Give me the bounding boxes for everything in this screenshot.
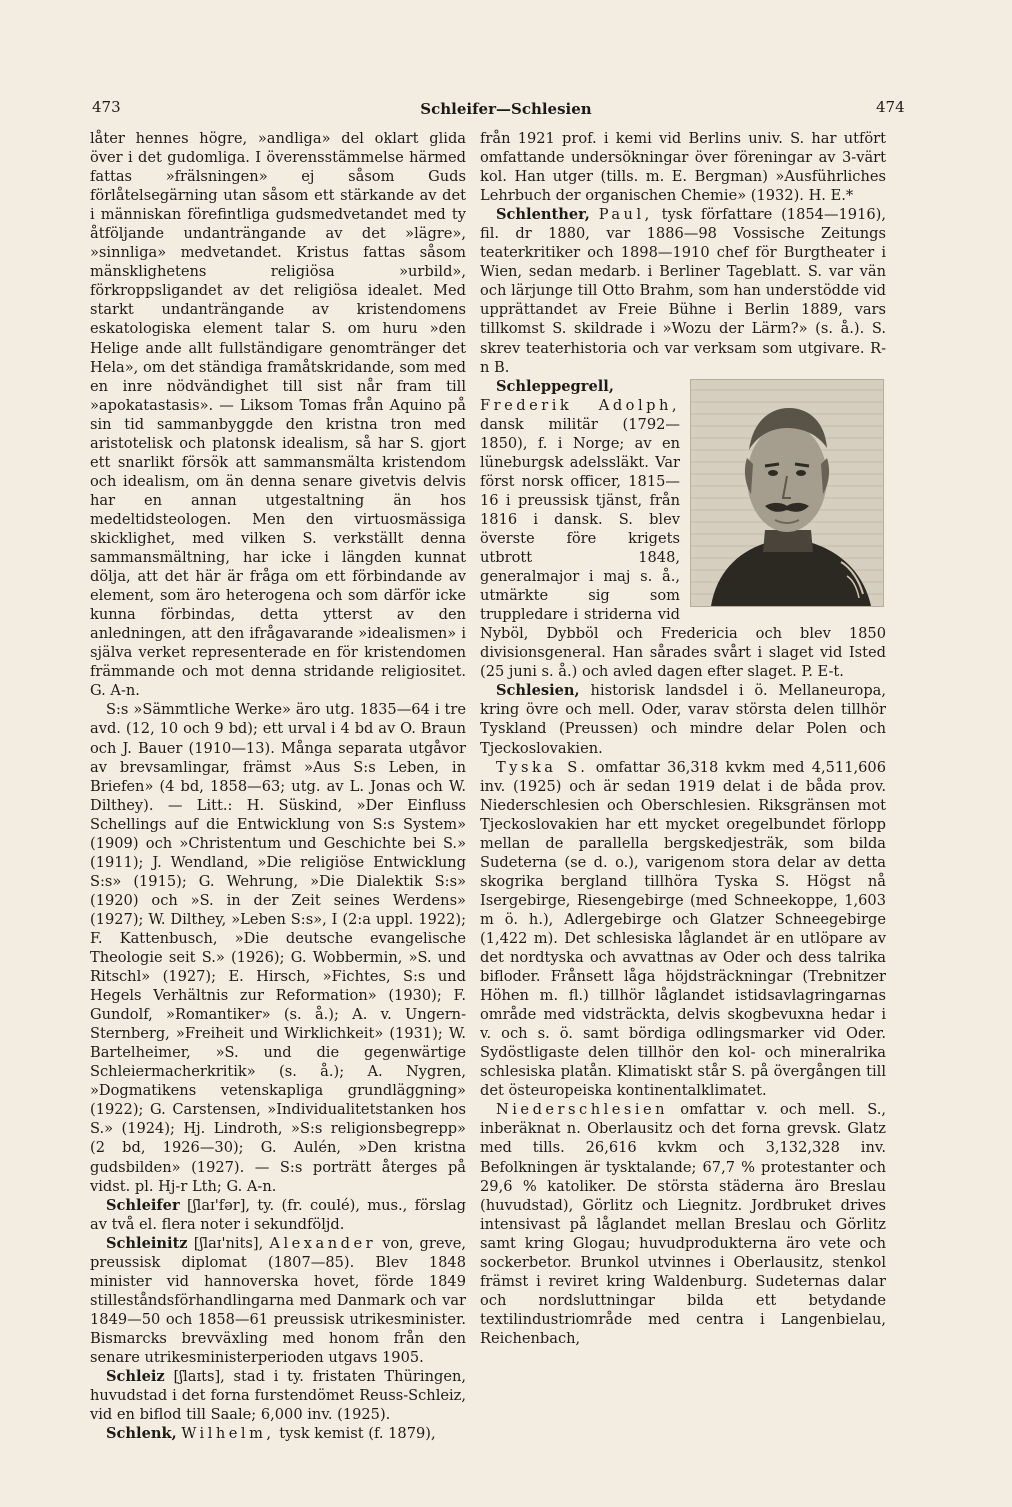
headword-schleiz: Schleiz [106, 1368, 165, 1386]
headword-schleinitz: Schleinitz [106, 1234, 188, 1252]
entry-schleinitz-body: von, greve, preussisk diplomat (1807—85). Blev 1848 minister vid hannoverska hovet, förde 1849 stilleståndsförhandlingarna med Danmark och var 1849—50 och 1858—61 preussisk utrikesminister. Bismarcks brevväxling med honom från den senare utrikesministerperioden utgavs 1905. [90, 1234, 467, 1366]
headword-schlenther: Schlenther, [496, 206, 590, 224]
tyska-body: omfattar 36,318 kvkm med 4,511,606 inv. (1925) och är sedan 1919 delat i de båda prov. Niederschlesien och Oberschlesien. Riksgränsen mot Tjeckoslovakien har ett mycket oregelbundet förlopp mellan de parallella bergskedjesträk, som bilda Sudeterna (se d. o.), varigenom stora delar av detta skogrika bergland tillhöra Tyska S. Högst nå Isergebirge, Riesengebirge (med Schneekoppe, 1,603 m ö. h.), Adlergebirge och Glatzer Schneegebirge (1,422 m). Det schlesiska låglandet är en utlöpare av det nordtyska och avvattnas av Oder och dess talrika bifloder. Frånsett låga höjdsträckningar (Trebnitzer Höhen m. fl.) tillhör låglandet istidsavlagringarnas område med vidsträckta, delvis skogbevuxna hedar i v. och s. ö. samt bördiga odlingsmarker vid Oder. Sydöstligaste delen tillhör den kol- och mineralrika schlesiska platån. Klimatiskt står S. på övergången till det östeuropeiska kontinentalklimatet. [480, 758, 886, 1100]
tyska-label: Tyska S. [496, 758, 589, 776]
running-head: Schleifer—Schlesien [420, 100, 592, 118]
entry-schleppegrell-name: Frederik Adolph, [480, 396, 680, 414]
schleiermacher-text-paragraph: låter hennes högre, »andliga» del oklart glida över i det gudomliga. I överensstämmelse härmed fattas »frälsningen» ej såsom Guds förlåtelsegärning utan såsom ett stärkande av det i människan förefintliga gudsmedvetandet med ty åtföljande undanträngande av det »lägre», »sinnliga» medvetandet. Kristus fattas såsom mänsklighetens religiösa »urbild», förkroppsligandet av det religiösa idealet. Med starkt undanträngande av kristendomens eskatologiska element talar S. om huru »den Helige ande allt fullständigare genomtränger det Hela», om det ständiga framåtskridande, som med en inre nödvändighet till sist når fram till »apokatastasis». — Liksom Tomas från Aquino på sin tid sammanbyggde den kristna tron med aristotelisk och platonsk idealism, så har S. gjort ett snarlikt försök att sammansmälta kristendom och idealism, om än denna senare givetvis delvis har en annan utgestaltning än hos medeltidsteologen. Men den virtuosmässiga skicklighet, med vilken S. verkställt denna sammansmältning, har icke i längden kunnat dölja, att det här är fråga om ett förbindande av element, som äro heterogena och som därför icke kunna förbindas, detta ytterst av den anledningen, att den ifrågavarande »idealismen» i själva verket representerade en för kristendomen främmande och mot denna stridande religiositet. G. A-n. [90, 130, 466, 700]
headword-schlenk: Schlenk, [106, 1425, 177, 1443]
headword-schleifer: Schleifer [106, 1196, 180, 1214]
headword-schleppegrell: Schleppegrell, [496, 377, 614, 395]
entry-schlesien-body: historisk landsdel i ö. Mellaneuropa, kring övre och mell. Oder, varav största delen tillhör Tyskland (Preussen) och mindre delar Polen och Tjeckoslovakien. [480, 682, 886, 757]
entry-schleifer-body: [ʃlaɪ'fər], ty. (fr. coulé), mus., förslag av två el. flera noter i sekundföljd. [90, 1196, 466, 1233]
entry-schlenther-body: tysk författare (1854—1916), fil. dr 1880, var 1886—98 Vossische Zeitungs teaterkritiker och 1898—1910 chef för Burgtheater i Wien, sedan medarb. i Berliner Tageblatt. S. var vän och lärjunge till Otto Brahm, som han understödde vid upprättandet av Freie Bühne i Berlin 1889, vars tillkomst S. skildrade i »Wozu der Lärm?» (s. å.). S. skrev teaterhistoria och var verksam som utgivare. R-n B. [480, 206, 886, 376]
right-column [480, 129, 886, 1348]
entry-schleinitz-name: Alexander [269, 1234, 377, 1252]
niederschlesien-label: Niederschlesien [496, 1101, 669, 1119]
entry-schlenk-name: Wilhelm, [181, 1425, 275, 1443]
entry-schlenther [480, 205, 886, 376]
entry-schleiz [90, 1367, 466, 1424]
schleiermacher-bibliography: S:s »Sämmtliche Werke» äro utg. 1835—64 i tre avd. (12, 10 och 9 bd); ett urval i 4 bd av O. Braun och J. Bauer (1910—13). Många separata utgåvor av brevsamlingar, främst »Aus S:s Leben, in Briefen» (4 bd, 1858—63; utg. av L. Jonas och W. Dilthey). — Litt.: H. Süskind, »Der Einfluss Schellings auf die Entwicklung von S:s System» (1909) och »Christentum und Geschichte bei S.» (1911); J. Wendland, »Die religiöse Entwicklung S:s» (1915); G. Wehrung, »Die Dialektik S:s» (1920) och »S. in der Zeit seines Werdens» (1927); W. Dilthey, »Leben S:s», I (2:a uppl. 1922); F. Kattenbusch, »Die deutsche evangelische Theologie seit S.» (1926); G. Wobbermin, »S. und Ritschl» (1927); E. Hirsch, »Fichtes, S:s und Hegels Verhältnis zur Reformation» (1930); F. Gundolf, »Romantiker» (s. å.); A. v. Ungern-Sternberg, »Freiheit und Wirklichkeit» (1931); W. Bartelheimer, »S. und die gegenwärtige Schleiermacherkritik» (s. å.); A. Nygren, »Dogmatikens vetenskapliga grundläggning» (1922); G. Carstensen, »Individualitetstanken hos S.» (1924); Hj. Lindroth, »S:s religionsbegrepp» (2 bd, 1926—30); G. Aulén, »Den kristna gudsbilden» (1927). — S:s porträtt återges på vidst. pl. Hj-r Lth; G. A-n. [90, 701, 466, 1195]
entry-schleinitz-pron: [ʃlaɪ'nits], [187, 1234, 270, 1252]
left-column [90, 129, 466, 1443]
entry-niederschlesien [480, 1100, 886, 1348]
entry-schleppegrell [480, 377, 886, 682]
niederschlesien-body: omfattar v. och mell. S., inberäknat n. Oberlausitz och det forna grevsk. Glatz med tills. 26,616 kvkm och 3,132,328 inv. Befolkningen är tysktalande; 67,7 % protestanter och 29,6 % katoliker. De största städerna äro Breslau (huvudstad), Görlitz och Liegnitz. Jordbruket drives intensivast på låglandet mellan Breslau och Görlitz samt kring Glogau; huvudprodukterna äro vete och sockerbetor. Brunkol utvinnes i Oberlausitz, stenkol främst i reviret kring Waldenburg. Sudeternas dalar och nordsluttningar bilda ett betydande textilindustriområde med centra i Langenbielau, Reichenbach, [480, 1101, 886, 1347]
entry-tyska-schlesien [480, 758, 886, 1101]
portrait-image [690, 379, 884, 607]
entry-schleifer [90, 1196, 466, 1234]
entry-schlenk [90, 1424, 466, 1443]
entry-schlenk-body: tysk kemist (f. 1879), [274, 1425, 436, 1443]
entry-schlenther-name: Paul, [598, 206, 653, 224]
entry-schleiz-body: [ʃlaɪts], stad i ty. fristaten Thüringen, huvudstad i det forna furstendömet Reuss-Schleiz, vid en biflod till Saale; 6,000 inv. (1925). [90, 1368, 466, 1424]
entry-schlenk-continued: från 1921 prof. i kemi vid Berlins univ. S. har utfört omfattande undersökningar över föreningar av 3-värt kol. Han utger (tills. m. E. Bergman) »Ausführliches Lehrbuch der organischen Chemie» (1932). H. E.* [480, 130, 886, 205]
headword-schlesien: Schlesien, [496, 682, 580, 700]
page-header [0, 96, 1012, 120]
page-number-right: 474 [876, 98, 905, 116]
portrait-figure [690, 379, 886, 611]
entry-schleinitz [90, 1234, 466, 1367]
page-number-left: 473 [92, 98, 121, 116]
entry-schleppegrell-body: dansk militär (1792—1850), f. i Norge; av en lüneburgsk adelssläkt. Var först norsk officer, 1815—16 i preussisk tjänst, från 1816 i dansk. S. blev överste före krigets utbrott 1848, generalmajor i maj s. å., utmärkte sig som truppledare i striderna vid Nyböl, Dybböl och Fredericia och blev 1850 divisionsgeneral. Han sårades svårt i slaget vid Isted (25 juni s. å.) och avled dagen efter slaget. P. E-t. [480, 415, 886, 681]
entry-schlesien [480, 681, 886, 757]
